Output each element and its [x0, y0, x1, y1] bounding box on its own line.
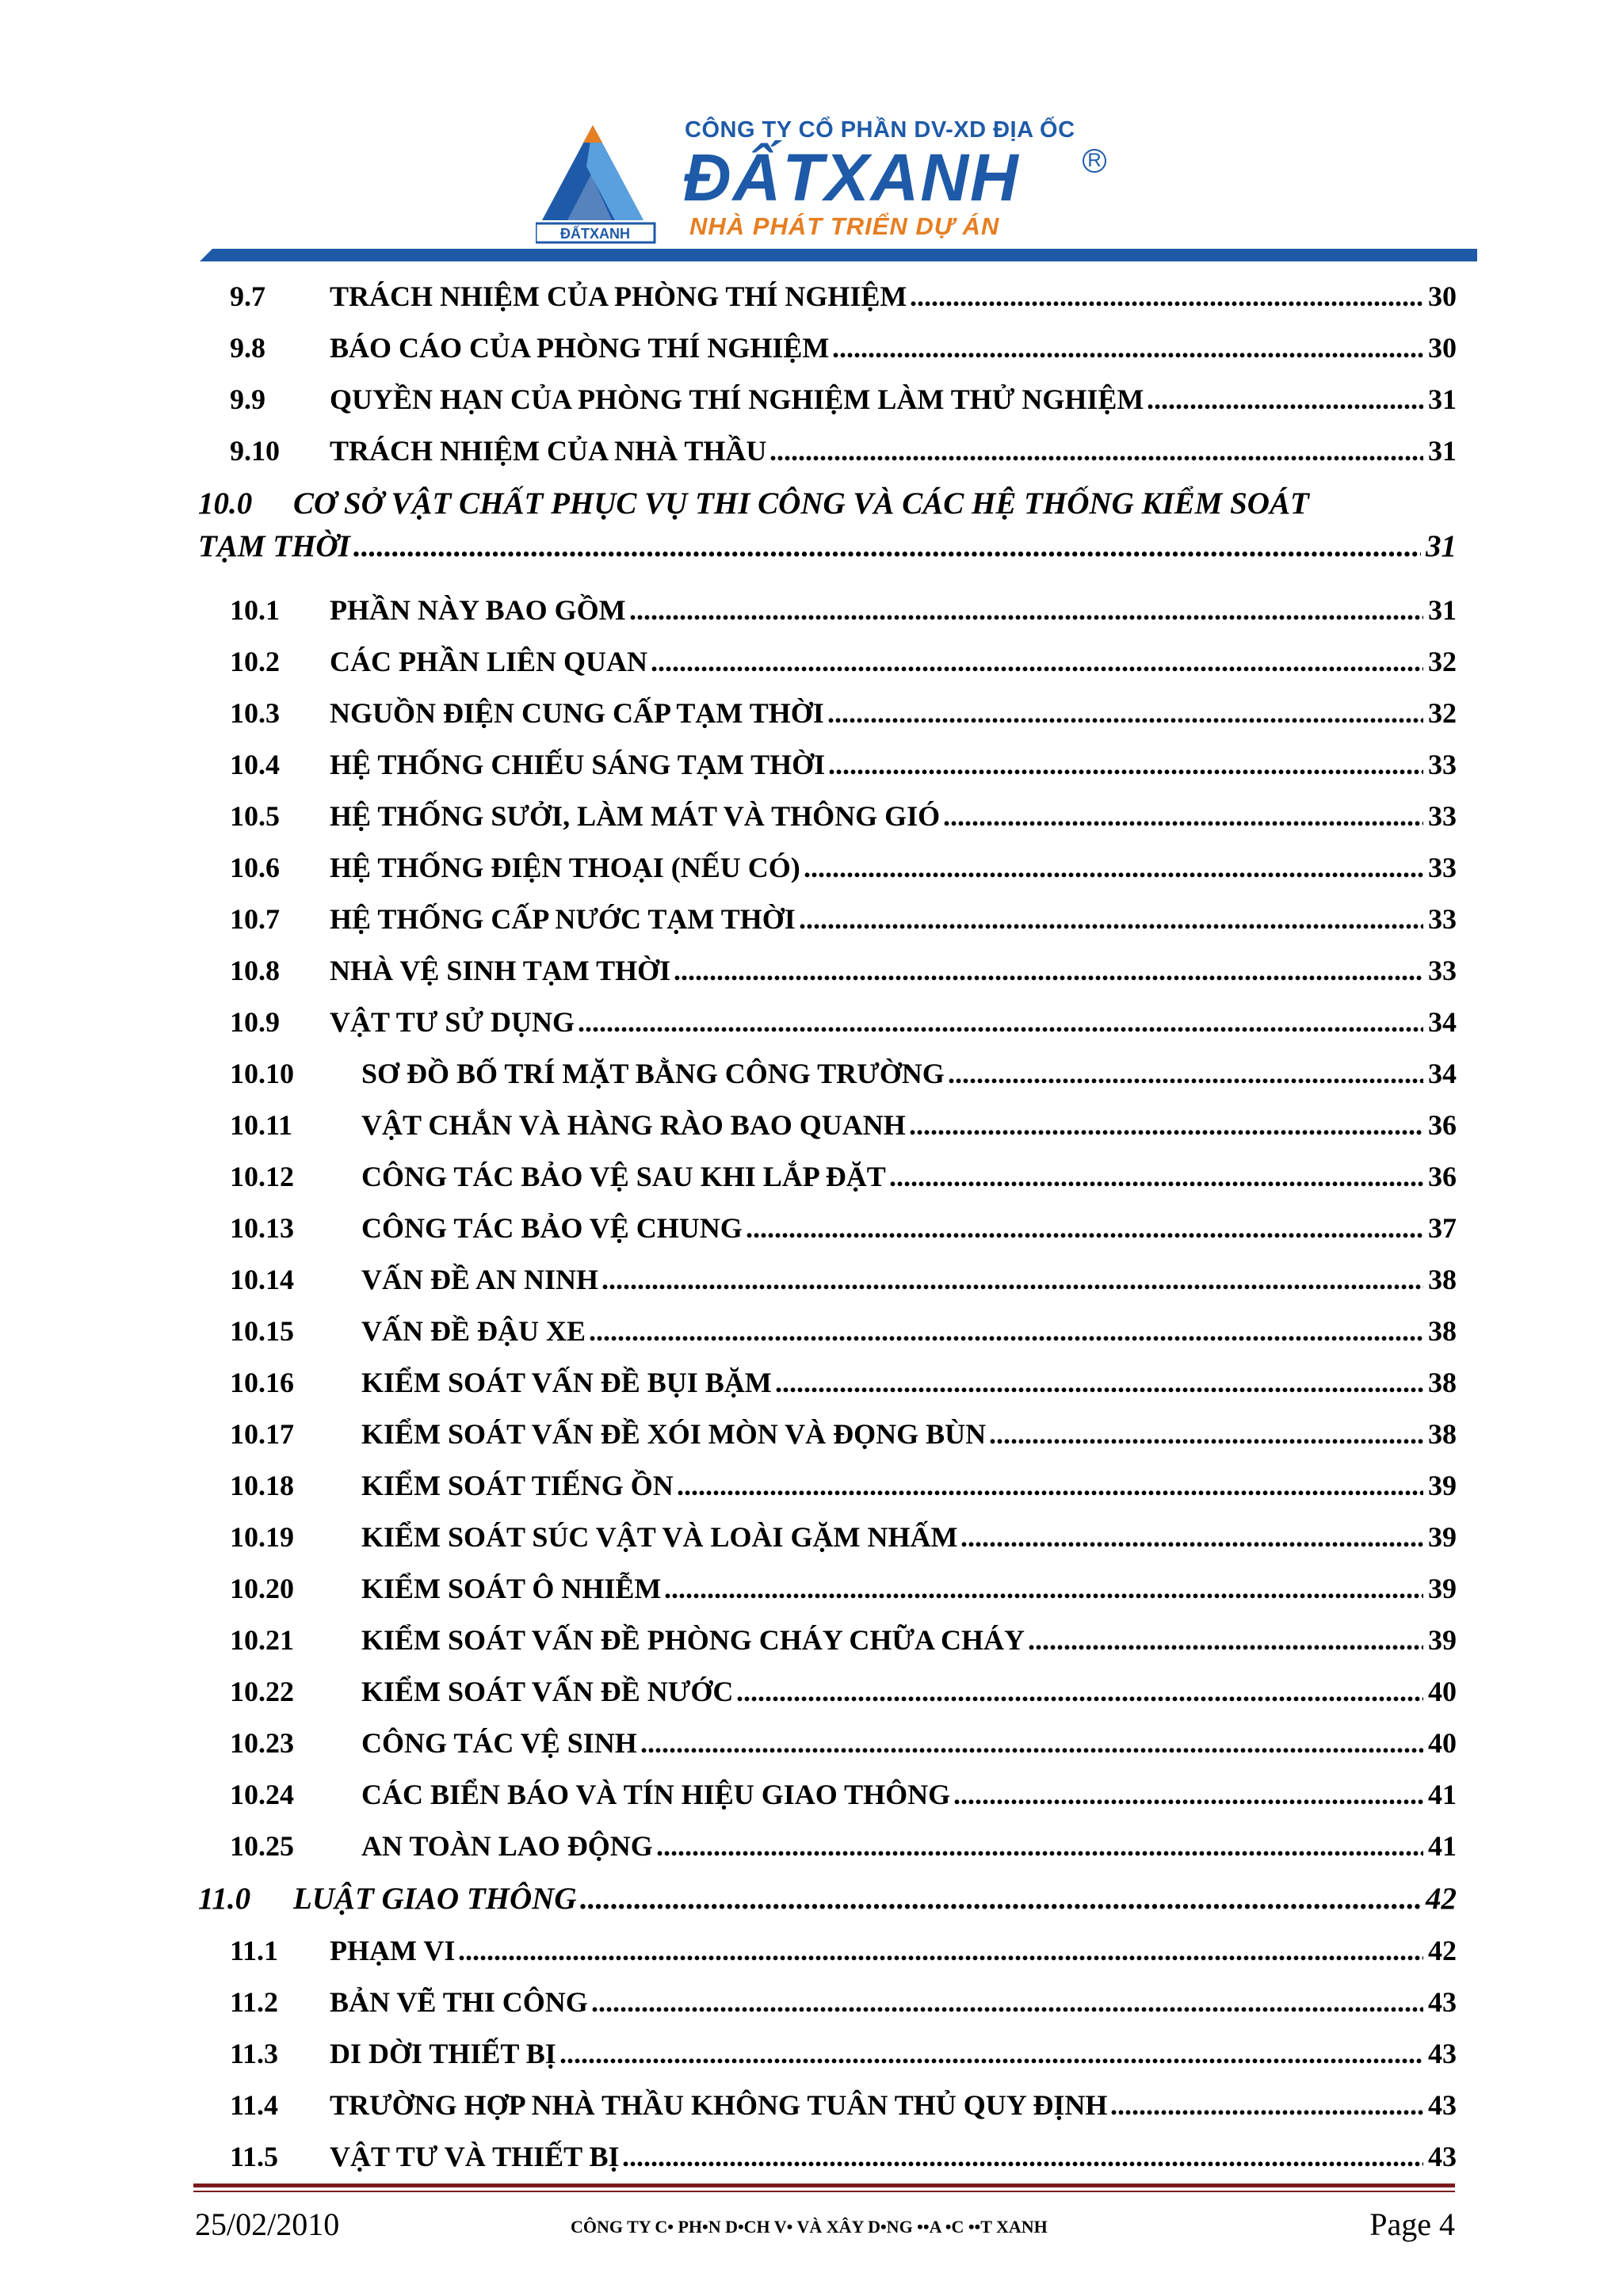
toc-entry[interactable]	[198, 849, 1457, 900]
toc-entry-page: 40	[1428, 1676, 1457, 1707]
toc-entry-page: 39	[1428, 1470, 1457, 1501]
toc-leader	[589, 1312, 1423, 1350]
toc-leader	[651, 643, 1423, 681]
toc-entry-page: 38	[1428, 1418, 1457, 1450]
toc-entry[interactable]	[198, 1621, 1457, 1672]
toc-leader	[746, 1209, 1423, 1247]
toc-leader	[677, 1466, 1423, 1505]
toc-entry-title: DI DỜI THIẾT BỊ	[330, 2038, 556, 2069]
toc-entry-title: QUYỀN HẠN CỦA PHÒNG THÍ NGHIỆM LÀM THỬ NGHIỆM	[330, 383, 1144, 415]
toc-entry-number: 10.17	[230, 1418, 294, 1450]
toc-entry[interactable]	[198, 643, 1457, 694]
toc-entry-number: 10.23	[230, 1727, 294, 1759]
toc-entry[interactable]	[198, 1261, 1457, 1312]
toc-leader	[909, 1106, 1423, 1144]
toc-entry-title: BẢN VẼ THI CÔNG	[330, 1986, 588, 2018]
toc-entry-page: 41	[1428, 1830, 1457, 1862]
footer-date: 25/02/2010	[195, 2206, 340, 2242]
toc-entry[interactable]	[198, 1106, 1457, 1158]
toc-entry-title: NGUỒN ĐIỆN CUNG CẤP TẠM THỜI	[330, 697, 824, 729]
toc-entry-number: 11.3	[230, 2038, 279, 2069]
toc-entry-title: VẬT TƯ VÀ THIẾT BỊ	[330, 2141, 620, 2172]
toc-entry-title: KIỂM SOÁT VẤN ĐỀ NƯỚC	[361, 1676, 734, 1707]
toc-leader	[629, 591, 1423, 629]
footer-page-number: Page 4	[1369, 2206, 1455, 2242]
toc-leader	[353, 526, 1421, 567]
toc-leader	[804, 849, 1423, 887]
toc-entry-number: 10.12	[230, 1161, 294, 1192]
toc-entry-page: 34	[1428, 1006, 1457, 1038]
toc-page-number: 42	[1426, 1882, 1457, 1916]
toc-section-number: 11.0	[198, 1882, 251, 1916]
toc-entry-page: 30	[1428, 332, 1457, 364]
toc-entry-title: NHÀ VỆ SINH TẠM THỜI	[330, 955, 671, 986]
toc-entry[interactable]	[198, 797, 1457, 849]
toc-entry-number: 10.10	[230, 1058, 294, 1089]
footer-company: CÔNG TY C• PH•N D•CH V• VÀ XÂY D•NG ••A •C ••T XANH	[571, 2217, 1048, 2237]
toc-leader	[799, 900, 1423, 938]
toc-entry-page: 33	[1428, 800, 1457, 832]
toc-entry-page: 34	[1428, 1058, 1457, 1089]
toc-entry-page: 39	[1428, 1521, 1457, 1553]
toc-entry[interactable]	[198, 694, 1457, 746]
toc-entry[interactable]	[198, 329, 1457, 380]
toc-entry-page: 39	[1428, 1624, 1457, 1656]
toc-leader	[910, 277, 1423, 315]
toc-entry-number: 9.9	[230, 383, 265, 415]
toc-entry-page: 43	[1428, 2038, 1457, 2069]
toc-entry-page: 33	[1428, 749, 1457, 780]
toc-leader	[1028, 1621, 1423, 1659]
toc-entry-title: VẤN ĐỀ ĐẬU XE	[361, 1315, 586, 1347]
toc-section-11[interactable]	[198, 1878, 1457, 1932]
toc-leader	[1110, 2086, 1423, 2124]
toc-section-title: CƠ SỞ VẬT CHẤT PHỤC VỤ THI CÔNG VÀ CÁC HỆ THỐNG KIỂM SOÁT	[293, 486, 1309, 521]
footer-divider	[193, 2183, 1455, 2187]
slogan: NHÀ PHÁT TRIỂN DỰ ÁN	[689, 212, 1000, 240]
toc-leader	[656, 1827, 1423, 1865]
toc-entry[interactable]	[198, 432, 1457, 483]
toc-entry-title: HỆ THỐNG CẤP NƯỚC TẠM THỜI	[330, 903, 796, 935]
toc-entry[interactable]	[198, 2086, 1457, 2138]
toc-entry[interactable]	[198, 1466, 1457, 1518]
toc-entry-number: 10.6	[230, 852, 280, 883]
header-divider	[200, 249, 1477, 261]
toc-entry-page: 42	[1428, 1935, 1457, 1966]
toc-entry-number: 9.7	[230, 280, 265, 312]
toc-entry[interactable]	[198, 1672, 1457, 1724]
toc-entry-page: 33	[1428, 852, 1457, 883]
toc-entry-title: KIỂM SOÁT VẤN ĐỀ XÓI MÒN VÀ ĐỌNG BÙN	[361, 1418, 987, 1450]
toc-entry-title: TRÁCH NHIỆM CỦA NHÀ THẦU	[330, 435, 767, 467]
toc-entry-page: 32	[1428, 646, 1457, 677]
toc-entry-number: 10.13	[230, 1212, 294, 1244]
toc-entry[interactable]	[198, 746, 1457, 797]
toc-entry-number: 9.8	[230, 332, 265, 364]
toc-entry-title: CÔNG TÁC BẢO VỆ CHUNG	[361, 1212, 743, 1244]
toc-entry-title: CÁC BIỂN BÁO VÀ TÍN HIỆU GIAO THÔNG	[361, 1779, 951, 1810]
toc-entry[interactable]	[198, 1312, 1457, 1363]
toc-entry[interactable]	[198, 1827, 1457, 1878]
toc-entry-page: 43	[1428, 2141, 1457, 2172]
toc-entry-page: 41	[1428, 1779, 1457, 1810]
toc-entry-title: PHẦN NÀY BAO GỒM	[330, 594, 626, 626]
toc-leader	[989, 1415, 1423, 1453]
toc-entry-title: SƠ ĐỒ BỐ TRÍ MẶT BẰNG CÔNG TRƯỜNG	[361, 1058, 945, 1089]
toc-leader	[601, 1261, 1423, 1299]
toc-entry-title: KIỂM SOÁT Ô NHIỄM	[361, 1573, 662, 1604]
toc-entry-number: 9.10	[230, 435, 280, 467]
toc-leader	[953, 1775, 1423, 1814]
toc-leader	[960, 1518, 1423, 1556]
toc-entry-number: 10.1	[230, 594, 280, 626]
toc-entry-page: 30	[1428, 280, 1457, 312]
toc-entry[interactable]	[198, 1932, 1457, 1983]
toc-leader	[736, 1672, 1423, 1711]
toc-entry[interactable]	[198, 1055, 1457, 1106]
toc-leader	[664, 1569, 1423, 1608]
toc-entry-number: 10.11	[230, 1109, 293, 1141]
toc-entry-title: CÔNG TÁC BẢO VỆ SAU KHI LẮP ĐẶT	[361, 1161, 886, 1192]
toc-entry-page: 38	[1428, 1367, 1457, 1398]
toc-leader	[769, 432, 1423, 470]
toc-entry[interactable]	[198, 952, 1457, 1003]
toc-leader	[943, 797, 1423, 835]
toc-entry-page: 33	[1428, 903, 1457, 935]
toc-entry[interactable]	[198, 1775, 1457, 1827]
toc-leader	[458, 1932, 1423, 1970]
company-logo-icon	[536, 119, 667, 246]
toc-entry-title: PHẠM VI	[330, 1935, 456, 1966]
toc-entry-number: 10.9	[230, 1006, 280, 1038]
toc-entry-number: 10.14	[230, 1264, 294, 1295]
registered-mark-icon: R	[1083, 149, 1106, 173]
toc-entry[interactable]	[198, 2138, 1457, 2189]
toc-entry-page: 33	[1428, 955, 1457, 986]
toc-entry[interactable]	[198, 900, 1457, 952]
toc-entry[interactable]	[198, 1363, 1457, 1415]
toc-entry-title: HỆ THỐNG ĐIỆN THOẠI (NẾU CÓ)	[330, 852, 800, 883]
toc-leader	[832, 329, 1423, 367]
toc-entry-number: 10.20	[230, 1573, 294, 1604]
toc-entry-number: 10.18	[230, 1470, 294, 1501]
toc-entry[interactable]	[198, 1983, 1457, 2035]
toc-entry-title: CÔNG TÁC VỆ SINH	[361, 1727, 637, 1759]
toc-leader	[948, 1055, 1423, 1093]
toc-entry-title: KIỂM SOÁT TIẾNG ỒN	[361, 1470, 674, 1501]
toc-section-number: 10.0	[198, 486, 253, 521]
toc-entry[interactable]	[198, 591, 1457, 643]
toc-entry-number: 11.2	[230, 1986, 279, 2018]
toc-entry-title: HỆ THỐNG CHIẾU SÁNG TẠM THỜI	[330, 749, 826, 780]
toc-leader	[889, 1158, 1423, 1196]
toc-entry-title: HỆ THỐNG SƯỞI, LÀM MÁT VÀ THÔNG GIÓ	[330, 800, 941, 832]
toc-entry[interactable]	[198, 1518, 1457, 1569]
toc-entry-title: KIỂM SOÁT VẤN ĐỀ PHÒNG CHÁY CHỮA CHÁY	[361, 1624, 1025, 1656]
toc-entry-number: 10.16	[230, 1367, 294, 1398]
table-of-contents	[198, 277, 1457, 2189]
toc-entry[interactable]	[198, 1003, 1457, 1055]
toc-entry-number: 11.4	[230, 2089, 279, 2121]
toc-entry[interactable]	[198, 1209, 1457, 1261]
toc-leader	[559, 2035, 1423, 2073]
toc-entry-page: 38	[1428, 1264, 1457, 1295]
toc-entry-page: 31	[1428, 383, 1457, 415]
logo-label: ĐẤTXANH	[560, 226, 630, 242]
toc-entry-number: 10.24	[230, 1779, 294, 1810]
toc-entry-number: 10.2	[230, 646, 280, 677]
toc-entry-page: 36	[1428, 1109, 1457, 1141]
toc-entry-title: TRÁCH NHIỆM CỦA PHÒNG THÍ NGHIỆM	[330, 280, 907, 312]
toc-leader	[828, 746, 1423, 784]
toc-entry-page: 39	[1428, 1573, 1457, 1604]
toc-entry-page: 43	[1428, 1986, 1457, 2018]
toc-entry-page: 31	[1428, 435, 1457, 467]
toc-entry-number: 10.8	[230, 955, 280, 986]
toc-leader	[622, 2138, 1423, 2176]
toc-leader	[827, 694, 1423, 732]
toc-entry[interactable]	[198, 277, 1457, 329]
toc-leader	[1147, 380, 1423, 418]
toc-entry-number: 10.7	[230, 903, 280, 935]
toc-entry-number: 10.22	[230, 1676, 294, 1707]
toc-entry-page: 37	[1428, 1212, 1457, 1244]
toc-entry-number: 10.21	[230, 1624, 294, 1656]
toc-leader	[591, 1983, 1423, 2021]
toc-entry-title: AN TOÀN LAO ĐỘNG	[361, 1830, 653, 1862]
toc-section-10[interactable]	[198, 483, 1457, 591]
toc-section-title: LUẬT GIAO THÔNG	[293, 1882, 577, 1916]
toc-entry-number: 10.25	[230, 1830, 294, 1862]
toc-entry[interactable]	[198, 1569, 1457, 1621]
toc-entry-page: 31	[1428, 594, 1457, 626]
toc-entry-number: 11.5	[230, 2141, 279, 2172]
toc-section-title-cont: TẠM THỜI	[198, 529, 350, 563]
toc-entry[interactable]	[198, 1158, 1457, 1209]
toc-entry-title: TRƯỜNG HỢP NHÀ THẦU KHÔNG TUÂN THỦ QUY ĐỊNH	[330, 2089, 1108, 2121]
toc-entry-page: 36	[1428, 1161, 1457, 1192]
toc-leader	[674, 952, 1423, 990]
toc-entry-number: 10.3	[230, 697, 280, 729]
brand-name: ĐẤTXANH	[683, 140, 1020, 215]
toc-entry[interactable]	[198, 1724, 1457, 1775]
toc-entry-title: KIỂM SOÁT SÚC VẬT VÀ LOÀI GẶM NHẤM	[361, 1521, 958, 1553]
toc-entry-number: 11.1	[230, 1935, 279, 1966]
toc-entry-page: 38	[1428, 1315, 1457, 1347]
toc-entry[interactable]	[198, 2035, 1457, 2086]
toc-page-number: 31	[1426, 529, 1457, 563]
toc-leader	[580, 1878, 1421, 1920]
toc-entry-title: KIỂM SOÁT VẤN ĐỀ BỤI BẶM	[361, 1367, 772, 1398]
company-line: CÔNG TY CỔ PHẦN DV-XD ĐỊA ỐC	[685, 117, 1075, 143]
toc-entry-number: 10.15	[230, 1315, 294, 1347]
toc-entry-title: VẬT CHẮN VÀ HÀNG RÀO BAO QUANH	[361, 1109, 906, 1141]
toc-entry-page: 43	[1428, 2089, 1457, 2121]
toc-entry-number: 10.4	[230, 749, 280, 780]
toc-leader	[640, 1724, 1423, 1762]
toc-entry-title: VẬT TƯ SỬ DỤNG	[330, 1006, 575, 1038]
toc-entry-number: 10.19	[230, 1521, 294, 1553]
toc-entry[interactable]	[198, 380, 1457, 432]
toc-entry-title: CÁC PHẦN LIÊN QUAN	[330, 646, 648, 677]
toc-leader	[578, 1003, 1423, 1041]
toc-leader	[775, 1363, 1423, 1402]
toc-entry-page: 32	[1428, 697, 1457, 729]
toc-entry[interactable]	[198, 1415, 1457, 1466]
toc-entry-title: VẤN ĐỀ AN NINH	[361, 1264, 599, 1295]
toc-entry-page: 40	[1428, 1727, 1457, 1759]
footer-divider-thin	[193, 2191, 1455, 2192]
toc-entry-title: BÁO CÁO CỦA PHÒNG THÍ NGHIỆM	[330, 332, 830, 364]
toc-entry-number: 10.5	[230, 800, 280, 832]
